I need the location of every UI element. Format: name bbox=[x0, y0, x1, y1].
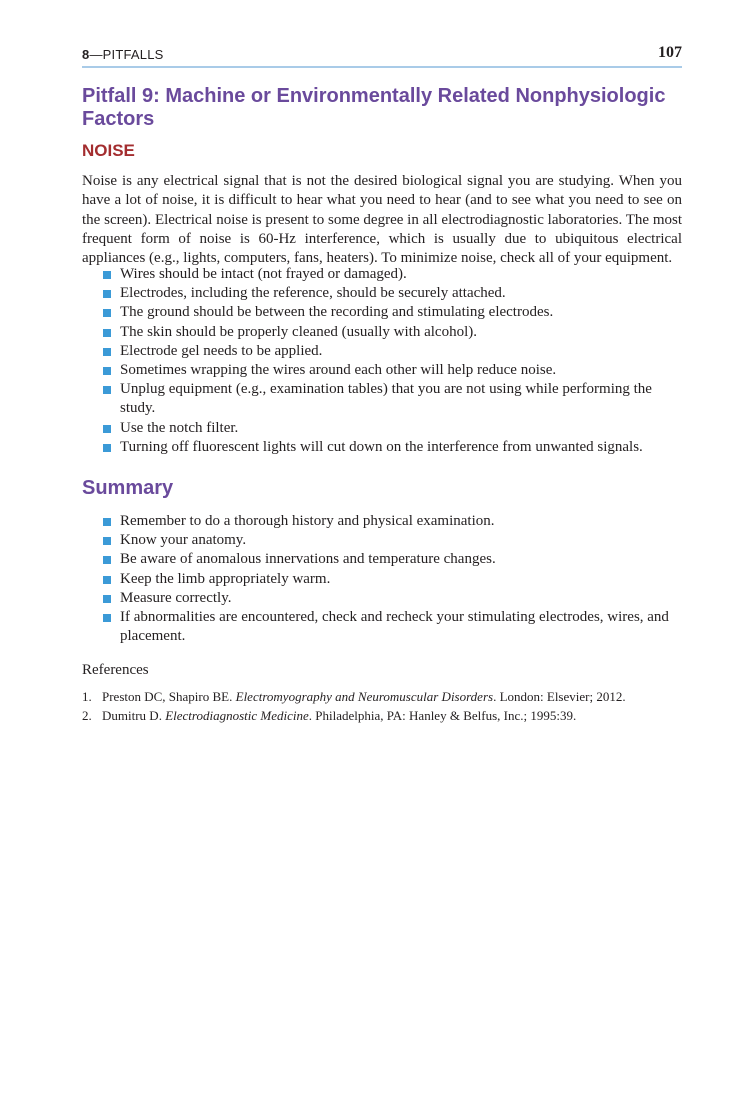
chapter-title: PITFALLS bbox=[102, 47, 164, 62]
bullet-square-icon bbox=[103, 348, 111, 356]
summary-bullet-item bbox=[82, 589, 682, 608]
bullet-square-icon bbox=[103, 444, 111, 452]
bullet-square-icon bbox=[103, 595, 111, 603]
noise-bullet-item bbox=[82, 419, 682, 438]
reference-number: 2. bbox=[82, 708, 92, 723]
header-rule bbox=[82, 66, 682, 68]
noise-bullet-item bbox=[82, 284, 682, 303]
bullet-square-icon bbox=[103, 386, 111, 394]
bullet-text: Sometimes wrapping the wires around each other will help reduce noise. bbox=[120, 362, 557, 379]
bullet-square-icon bbox=[103, 290, 111, 298]
summary-bullet-item bbox=[82, 608, 682, 646]
chapter-label bbox=[82, 47, 164, 62]
bullet-text: Electrodes, including the reference, should be securely attached. bbox=[120, 285, 506, 302]
noise-bullet-item bbox=[82, 342, 682, 361]
chapter-separator: — bbox=[89, 47, 103, 62]
bullet-text: Keep the limb appropriately warm. bbox=[120, 570, 331, 587]
reference-number: 1. bbox=[82, 689, 92, 704]
running-header bbox=[82, 44, 682, 66]
bullet-square-icon bbox=[103, 576, 111, 584]
noise-bullet-item bbox=[82, 438, 682, 457]
bullet-text: Remember to do a thorough history and physical examination. bbox=[120, 513, 495, 529]
reference-item bbox=[82, 687, 682, 706]
reference-authors: Preston DC, Shapiro BE. bbox=[102, 689, 236, 704]
page-number: 107 bbox=[658, 44, 682, 61]
summary-heading: Summary bbox=[82, 477, 174, 499]
bullet-square-icon bbox=[103, 309, 111, 317]
reference-authors: Dumitru D. bbox=[102, 708, 166, 723]
summary-bullet-item bbox=[82, 570, 682, 589]
bullet-text: The skin should be properly cleaned (usually with alcohol). bbox=[120, 323, 477, 340]
bullet-text: Unplug equipment (e.g., examination tables) that you are not using while performing the study. bbox=[120, 381, 652, 417]
noise-bullet-list bbox=[82, 265, 682, 457]
reference-publication: . Philadelphia, PA: Hanley & Belfus, Inc.; 1995:39. bbox=[308, 708, 577, 723]
bullet-square-icon bbox=[103, 271, 111, 279]
pitfall-title: Pitfall 9: Machine or Environmentally Related Nonphysiologic Factors bbox=[82, 85, 666, 130]
bullet-text: The ground should be between the recording and stimulating electrodes. bbox=[120, 304, 554, 321]
reference-item bbox=[82, 706, 682, 725]
bullet-text: Wires should be intact (not frayed or damaged). bbox=[120, 266, 407, 282]
bullet-square-icon bbox=[103, 556, 111, 564]
noise-bullet-item bbox=[82, 303, 682, 322]
reference-title: Electromyography and Neuromuscular Disorders bbox=[235, 689, 494, 704]
noise-heading: NOISE bbox=[82, 141, 135, 160]
chapter-number: 8 bbox=[82, 47, 90, 62]
bullet-text: Electrode gel needs to be applied. bbox=[120, 342, 323, 359]
bullet-square-icon bbox=[103, 367, 111, 375]
bullet-text: Turning off fluorescent lights will cut down on the interference from unwanted signals. bbox=[120, 438, 643, 455]
bullet-square-icon bbox=[103, 329, 111, 337]
reference-publication: . London: Elsevier; 2012. bbox=[493, 689, 626, 704]
noise-paragraph: Noise is any electrical signal that is not the desired biological signal you are studying. When you have a lot of noise, it is difficult to hear what you need to hear (and to see what you need to see on the screen). Electrical noise is present to some degree in all electrodiagnostic laboratories. The most frequent form of noise is 60-Hz interference, which is usually due to ubiquitous electrical appliances (e.g., lights, computers, fans, heaters). To minimize noise, check all of your equipment. bbox=[82, 173, 682, 267]
summary-bullet-item bbox=[82, 531, 682, 550]
bullet-text: Use the notch filter. bbox=[120, 419, 239, 436]
summary-bullet-item bbox=[82, 512, 682, 531]
reference-list bbox=[82, 687, 682, 725]
noise-bullet-item bbox=[82, 361, 682, 380]
reference-title: Electrodiagnostic Medicine bbox=[165, 708, 309, 723]
bullet-square-icon bbox=[103, 425, 111, 433]
noise-bullet-item bbox=[82, 323, 682, 342]
bullet-text: Be aware of anomalous innervations and temperature changes. bbox=[120, 551, 496, 568]
bullet-square-icon bbox=[103, 537, 111, 545]
bullet-text: Know your anatomy. bbox=[120, 532, 247, 549]
references-heading: References bbox=[82, 662, 149, 678]
bullet-square-icon bbox=[103, 614, 111, 622]
summary-bullet-list bbox=[82, 512, 682, 646]
noise-bullet-item bbox=[82, 265, 682, 284]
bullet-text: If abnormalities are encountered, check and recheck your stimulating electrodes, wires, and placement. bbox=[120, 609, 669, 645]
bullet-square-icon bbox=[103, 518, 111, 526]
summary-bullet-item bbox=[82, 550, 682, 569]
bullet-text: Measure correctly. bbox=[120, 589, 232, 606]
noise-bullet-item bbox=[82, 380, 682, 418]
